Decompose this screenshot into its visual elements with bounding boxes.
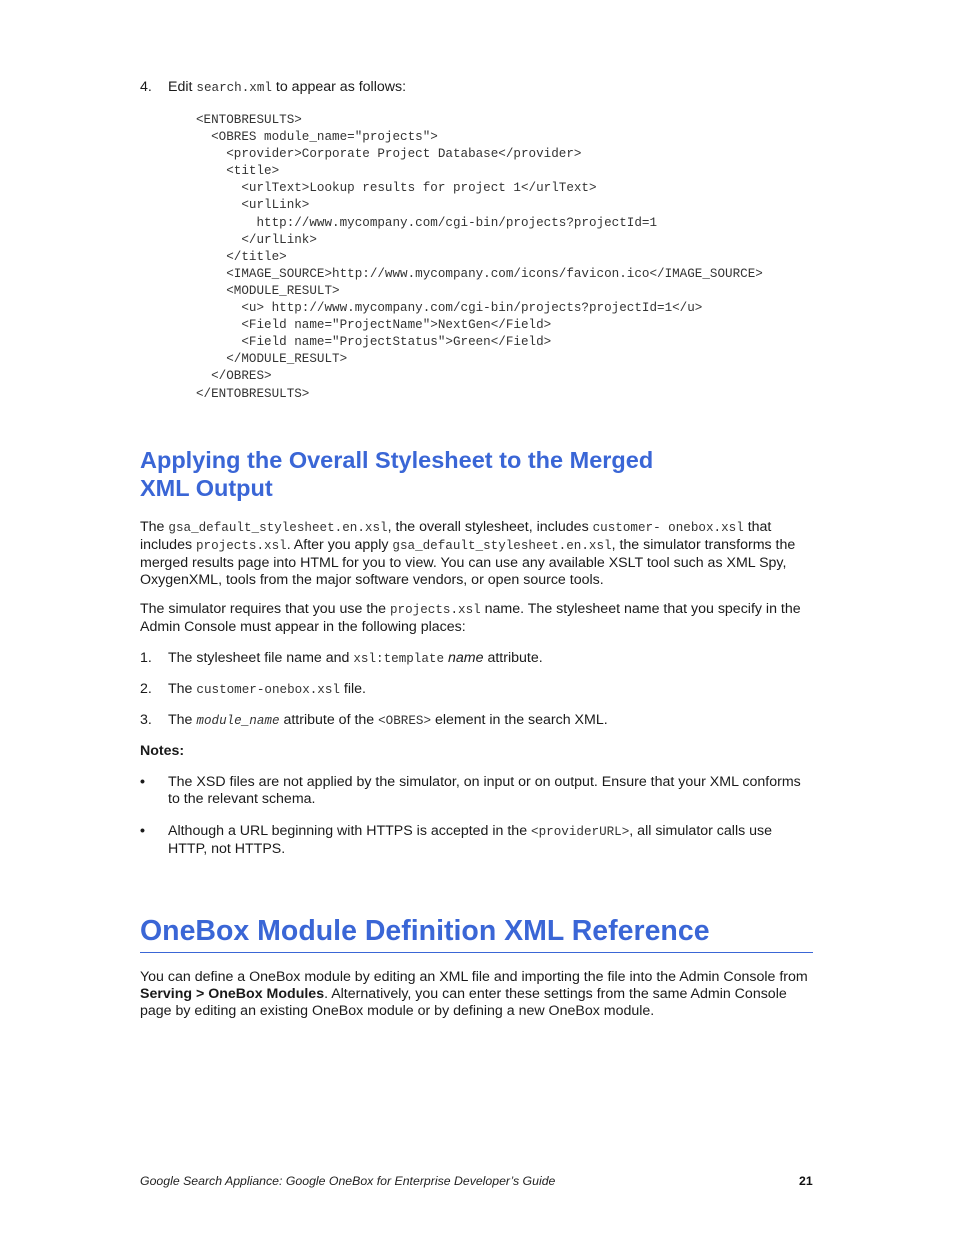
- code-run: gsa_default_stylesheet.en.xsl: [392, 539, 612, 553]
- text-run: name. The stylesheet name that you specify in the Admin Console must appear in the following places:: [140, 601, 801, 635]
- code-run: projects.xsl: [196, 539, 287, 553]
- notes-label: Notes:: [140, 743, 185, 759]
- bullet-text: [168, 823, 813, 858]
- step-text-after: to appear as follows:: [271, 79, 407, 95]
- paragraph-stylesheet-intro: [140, 519, 813, 589]
- code-run: projects.xsl: [390, 603, 481, 617]
- code-run: customer- onebox.xsl: [592, 521, 744, 535]
- step-4: [140, 79, 406, 97]
- code-run: <OBRES>: [378, 714, 432, 728]
- bullet-text: The XSD files are not applied by the simulator, on input or on output. Ensure that your XML conforms to the relevant schema.: [168, 774, 801, 807]
- bullet-dot: •: [140, 774, 145, 790]
- text-run: The: [140, 519, 169, 535]
- xml-code-block: <ENTOBRESULTS> <OBRES module_name="projects"> <provider>Corporate Project Database</provider> <title> <urlText>Lookup results for project 1</urlText> <urlLink> http://www.mycompany.com/cgi-bin/projects?projectId=1 </urlLink> </title> <IMAGE_SOURCE>http://www.mycompany.com/icons/favicon.ico</IMAGE_SOURCE> <MODULE_RESULT> <u> http://www.mycompany.com/cgi-bin/projects?projectId=1</u> <Field name="ProjectName">NextGen</Field> <Field name="ProjectStatus">Green</Field> </MODULE_RESULT> </OBRES> </ENTOBRESULTS>: [196, 113, 763, 401]
- step-filename: search.xml: [196, 81, 272, 95]
- list-number: 2.: [140, 681, 152, 697]
- heading-line-2: XML Output: [140, 475, 273, 501]
- code-run: customer-onebox.xsl: [196, 683, 340, 697]
- bold-run: Serving > OneBox Modules: [140, 986, 325, 1002]
- paragraph-simulator-requires: [140, 601, 813, 636]
- code-run: gsa_default_stylesheet.en.xsl: [168, 521, 388, 535]
- text-run: You can define a OneBox module by editing an XML file and importing the file into the Admin Console from: [140, 969, 808, 985]
- list-number: 3.: [140, 712, 152, 728]
- list-text: [168, 681, 813, 699]
- text-run: The stylesheet file name and: [168, 650, 354, 666]
- list-text: [168, 650, 813, 668]
- section-heading-stylesheet: [140, 446, 740, 502]
- section-heading-onebox-reference: OneBox Module Definition XML Reference: [140, 913, 813, 953]
- text-run: that includes: [140, 519, 772, 553]
- text-run: The simulator requires that you use the: [140, 601, 390, 617]
- emphasis-run: name: [448, 650, 484, 666]
- text-run: . After you apply: [286, 537, 393, 553]
- code-run: module_name: [196, 714, 280, 728]
- text-run: . Alternatively, you can enter these settings from the same Admin Console page by editing an existing OneBox module or by defining a new OneBox module.: [140, 986, 787, 1019]
- text-run: , the simulator transforms the merged results page into HTML for you to view. You can use any available XSLT tool such as XML Spy, OxygenXML, tools from the major software vendors, or open source tools.: [140, 537, 796, 588]
- paragraph-onebox-intro: [140, 969, 813, 1020]
- text-run: file.: [339, 681, 367, 697]
- code-run: <providerURL>: [531, 825, 630, 839]
- text-run: Although a URL beginning with HTTPS is accepted in the: [168, 823, 532, 839]
- text-run: The: [168, 712, 197, 728]
- text-run: attribute of the: [279, 712, 379, 728]
- step-number: 4.: [140, 79, 152, 95]
- list-number: 1.: [140, 650, 152, 666]
- text-run: The: [168, 681, 197, 697]
- footer-page-number: 21: [799, 1174, 813, 1188]
- text-run: , all simulator calls use HTTP, not HTTPS.: [168, 823, 773, 857]
- bullet-dot: •: [140, 823, 145, 839]
- code-run: xsl:template: [353, 652, 445, 666]
- text-run: element in the search XML.: [431, 712, 608, 728]
- heading-line-1: Applying the Overall Stylesheet to the Merged: [140, 447, 654, 473]
- text-run: , the overall stylesheet, includes: [387, 519, 593, 535]
- text-run: attribute.: [483, 650, 543, 666]
- footer-title: Google Search Appliance: Google OneBox for Enterprise Developer’s Guide: [140, 1174, 556, 1188]
- step-text-before: Edit: [168, 79, 197, 95]
- list-text: [168, 712, 813, 730]
